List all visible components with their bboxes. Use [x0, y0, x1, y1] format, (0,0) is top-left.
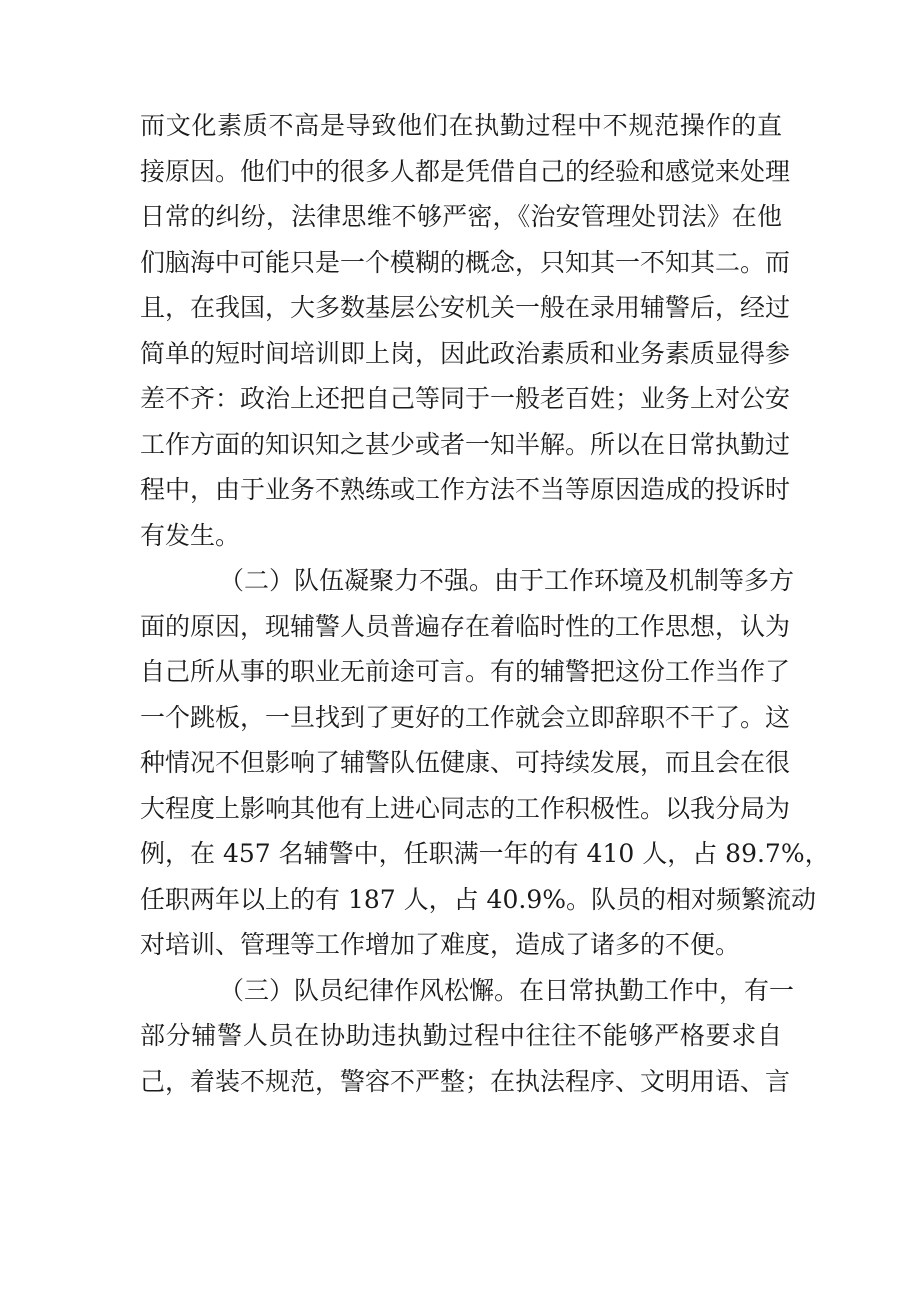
text-line: 而文化素质不高是导致他们在执勤过程中不规范操作的直	[140, 111, 782, 140]
text-line: 程中，由于业务不熟练或工作方法不当等原因造成的投诉时	[140, 475, 791, 504]
text-line: 简单的短时间培训即上岗，因此政治素质和业务素质显得参	[140, 338, 791, 368]
text-line: 面的原因，现辅警人员普遍存在着临时性的工作思想，认为	[140, 611, 791, 641]
text-line: 大程度上影响其他有上进心同志的工作积极性。以我分局为	[140, 793, 791, 823]
text-line: 差不齐：政治上还把自己等同于一般老百姓；业务上对公安	[140, 384, 791, 413]
text-line: 部分辅警人员在协助违执勤过程中往往不能够严格要求自	[140, 1021, 782, 1050]
text-line: 且，在我国，大多数基层公安机关一般在录用辅警后，经过	[140, 293, 791, 322]
paragraph-2	[140, 558, 830, 968]
text-line: 一个跳板，一旦找到了更好的工作就会立即辞职不干了。这	[140, 702, 791, 732]
text-line: 们脑海中可能只是一个模糊的概念，只知其一不知其二。而	[140, 247, 791, 277]
paragraph-1	[140, 103, 791, 558]
text-line: 有发生。	[140, 520, 241, 550]
text-line: 日常的纠纷，法律思维不够严密，《治安管理处罚法》在他	[140, 202, 782, 231]
text-line: 自己所从事的职业无前途可言。有的辅警把这份工作当作了	[140, 657, 791, 686]
text-line: 对培训、管理等工作增加了难度，造成了诸多的不便。	[140, 930, 741, 959]
text-line: 己，着装不规范，警容不严整；在执法程序、文明用语、言	[140, 1066, 791, 1096]
text-line: （二）队伍凝聚力不强。由于工作环境及机制等多方	[219, 566, 795, 595]
text-line: 任职两年以上的有 187 人，占 40.9%。队员的相对频繁流动	[140, 884, 816, 914]
text-line: 工作方面的知识知之甚少或者一知半解。所以在日常执勤过	[140, 429, 791, 459]
paragraph-3	[140, 968, 795, 1105]
text-line: 例，在 457 名辅警中，任职满一年的有 410 人，占 89.7%，	[140, 839, 830, 868]
text-line: 种情况不但影响了辅警队伍健康、可持续发展，而且会在很	[140, 748, 791, 777]
text-line: 接原因。他们中的很多人都是凭借自己的经验和感觉来处理	[140, 156, 791, 186]
text-line: （三）队员纪律作风松懈。在日常执勤工作中，有一	[219, 975, 795, 1005]
document-body	[140, 103, 830, 1104]
